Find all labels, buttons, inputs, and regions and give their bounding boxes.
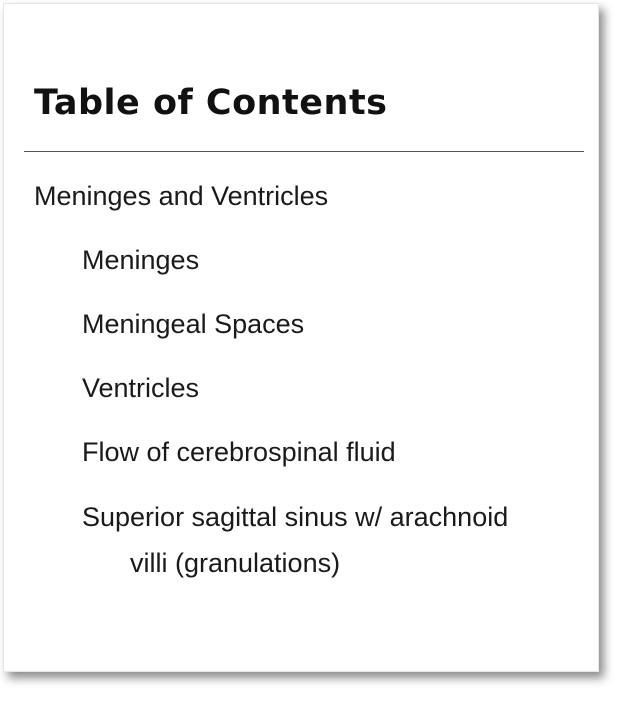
toc-item-meningeal-spaces[interactable]: Meningeal Spaces bbox=[82, 309, 305, 339]
toc-item-flow-of-csf[interactable]: Flow of cerebrospinal fluid bbox=[82, 437, 396, 467]
toc-panel bbox=[3, 3, 599, 672]
toc-item-superior-sagittal-sinus-continued[interactable]: villi (granulations) bbox=[130, 548, 341, 578]
toc-item-superior-sagittal-sinus[interactable]: Superior sagittal sinus w/ arachnoid bbox=[82, 502, 509, 532]
title-divider bbox=[24, 151, 584, 152]
toc-title: Table of Contents bbox=[34, 83, 388, 123]
toc-item-ventricles[interactable]: Ventricles bbox=[82, 373, 200, 403]
toc-item-meninges-and-ventricles[interactable]: Meninges and Ventricles bbox=[34, 181, 329, 211]
toc-item-meninges[interactable]: Meninges bbox=[82, 245, 200, 275]
